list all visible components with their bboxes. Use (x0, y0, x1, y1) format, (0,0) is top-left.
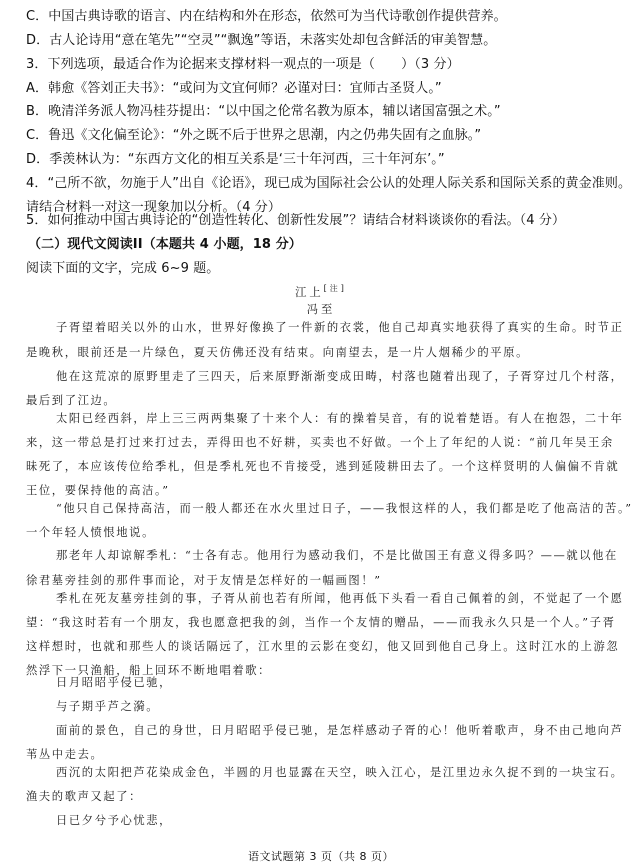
option-d-prev: D．古人论诗用“意在笔先”“空灵”“飘逸”等语，未落实处却包含鲜活的审美智慧。 (26, 33, 497, 48)
story-line: 昧死了，本应该传位给季札，但是季札死也不肯接受，逃到延陵耕田去了。一个这样贤明的人偏偏不肯就 (26, 460, 620, 473)
story-line: 那老年人却谅解季札：“士各有志。他用行为感动我们，不是比做国王有意义得多吗？——就以他在 (56, 549, 618, 562)
reading-instruction: 阅读下面的文字，完成 6~9 题。 (26, 261, 220, 276)
option-c-prev: C．中国古典诗歌的语言、内在结构和外在形态，依然可为当代诗歌创作提供营养。 (26, 9, 507, 24)
story-line: 子胥望着昭关以外的山水，世界好像换了一件新的衣裳，他自己却真实地获得了真实的生命。时节正 (56, 321, 624, 334)
story-line: 是晚秋，眼前还是一片绿色，夏天仿佛还没有结束。向南望去，是一片人烟稀少的平原。 (26, 346, 529, 359)
story-line: 望：“我这时若有一个朋友，我也愿意把我的剑，当作一个友情的赠品，——而我永久只是一个人。”子胥 (26, 616, 616, 629)
song-line: 与子期乎芦之漪。 (56, 700, 160, 713)
story-line: 来，这一带总是打过来打过去，弄得田也不好耕，买卖也不好做。一个上了年纪的人说：“前几年吴王余 (26, 436, 614, 449)
question-3-option-a: A．韩愈《答刘正夫书》：“或问为文宜何师？必谨对曰：宜师古圣贤人。” (26, 81, 442, 96)
story-line: 王位，要保持他的高洁。” (26, 484, 170, 497)
story-author: 冯至 (306, 303, 336, 316)
story-line: 苇丛中走去。 (26, 748, 104, 761)
question-3-option-b: B．晚清洋务派人物冯桂芬提出：“以中国之伦常名教为原本，辅以诸国富强之术。” (26, 104, 501, 119)
question-4-line-2: 请结合材料一对这一现象加以分析。（4 分） (26, 200, 282, 215)
story-line: 太阳已经西斜，岸上三三两两集聚了十来个人：有的操着吴音，有的说着楚语。有人在抱怨，二十年 (56, 412, 624, 425)
story-line: 西沉的太阳把芦花染成金色，半圆的月也显露在天空，映入江心，是江里边永久捉不到的一块宝石。 (56, 766, 624, 779)
question-3-option-c: C．鲁迅《文化偏至论》：“外之既不后于世界之思潮，内之仍弗失固有之血脉。” (26, 128, 482, 143)
section-heading: （二）现代文阅读II（本题共 4 小题，18 分） (28, 237, 302, 252)
story-line: “他只自己保持高洁，而一般人都还在水火里过日子，——我恨这样的人，我们都是吃了他高洁的苦。” (56, 502, 633, 515)
story-title-text: 江上 (295, 286, 324, 299)
question-5: 5．如何推动中国古典诗论的“创造性转化、创新性发展”？请结合材料谈谈你的看法。（4 分） (26, 213, 566, 228)
story-line: 渔夫的歌声又起了： (26, 790, 143, 803)
story-title (0, 281, 642, 301)
song-line: 日月昭昭乎侵已驰， (56, 676, 173, 689)
story-line: 然浮下一只渔船，船上回环不断地唱着歌： (26, 664, 272, 677)
question-3-option-d: D．季羡林认为：“东西方文化的相互关系是‘三十年河西，三十年河东’。” (26, 152, 445, 167)
song-line: 日已夕兮予心忧悲， (56, 814, 173, 827)
story-title-note: [注] (323, 284, 347, 293)
story-line: 面前的景色，自己的身世，日月昭昭乎侵已驰，是怎样感动子胥的心！他听着歌声，身不由己地向芦 (56, 724, 624, 737)
story-line: 这样想时，也就和那些人的谈话隔远了，江水里的云影在变幻，他又回到他自己身上。这时江水的上游忽 (26, 640, 620, 653)
question-4-line-1: 4．“己所不欲，勿施于人”出自《论语》，现已成为国际社会公认的处理人际关系和国际关系的黄金准则。 (26, 176, 632, 191)
story-line: 他在这荒凉的原野里走了三四天，后来原野渐渐变成田畴，村落也随着出现了，子胥穿过几个村落， (56, 370, 624, 383)
story-line: 季札在死友墓旁挂剑的事，子胥从前也若有所闻，他再低下头看一看自己佩着的剑，不觉起了一个愿 (56, 592, 624, 605)
story-line: 徐君墓旁挂剑的那件事而论，对于友情是怎样好的一幅画图！” (26, 574, 382, 587)
page-footer: 语文试题第 3 页（共 8 页） (248, 850, 394, 863)
story-line: 一个年轻人愤恨地说。 (26, 526, 155, 539)
story-line: 最后到了江边。 (26, 394, 117, 407)
question-3-stem: 3．下列选项，最适合作为论据来支撑材料一观点的一项是（ ）（3 分） (26, 57, 460, 72)
